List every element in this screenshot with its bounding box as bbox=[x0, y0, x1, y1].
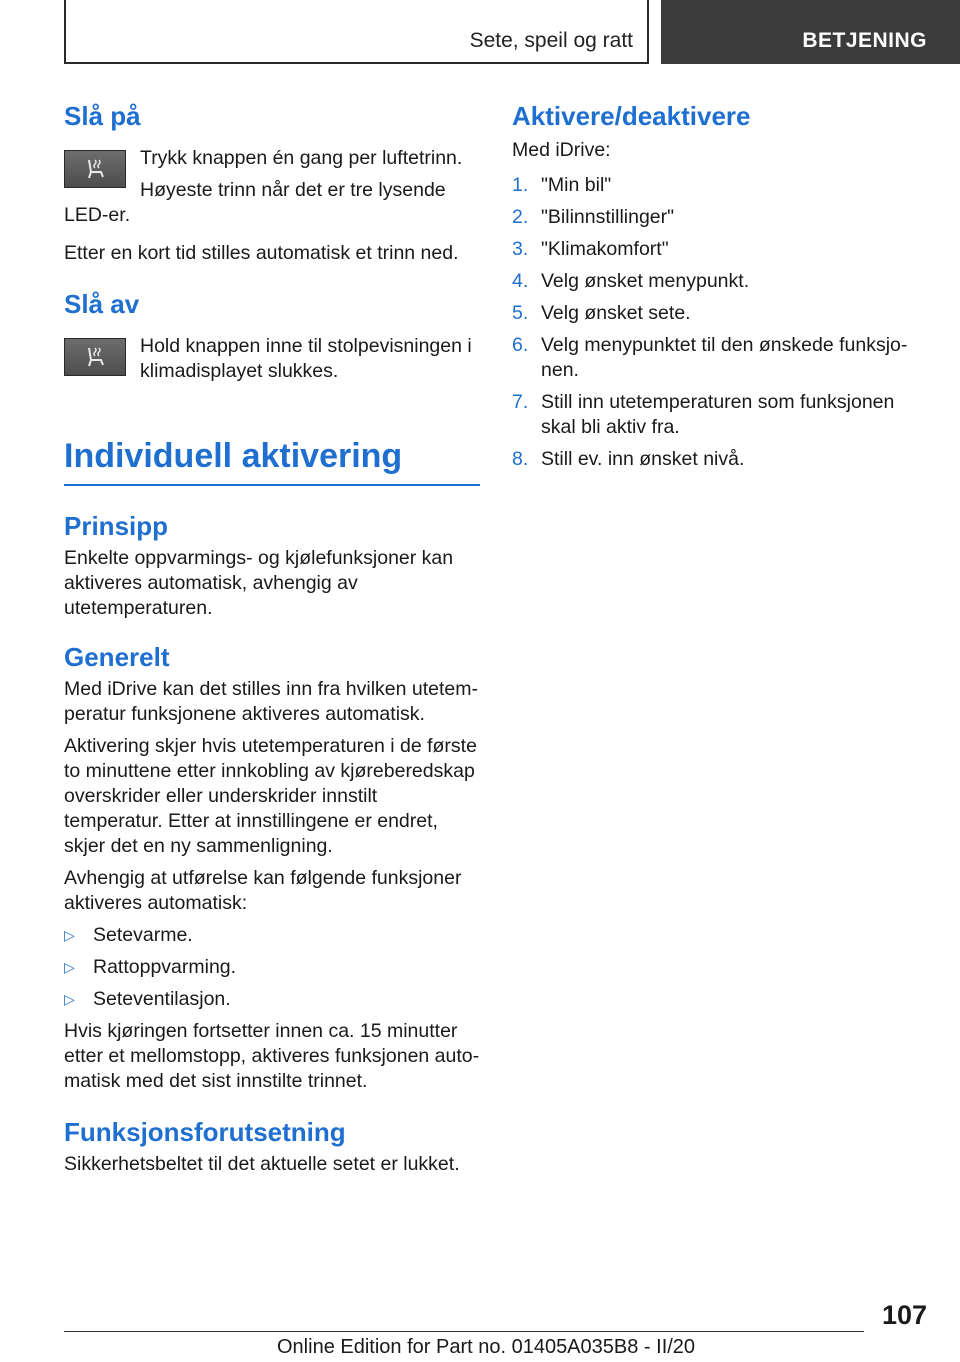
list-item: 6. Velg menypunktet til den ønskede funksjonen. bbox=[512, 334, 908, 381]
header-section-title: Sete, speil og ratt bbox=[469, 29, 633, 52]
header-section-box bbox=[64, 0, 649, 64]
bullet-triangle-icon: ▷ bbox=[64, 991, 75, 1007]
list-item: ▷ Seteventilasjon. bbox=[64, 988, 231, 1010]
heading-prerequisite: Funksjonsforutsetning bbox=[64, 1117, 346, 1147]
heading-activate-deactivate: Aktivere/deaktivere bbox=[512, 101, 751, 131]
list-item: 1. "Min bil" bbox=[512, 174, 612, 196]
turn-on-block bbox=[64, 146, 480, 228]
general-paragraph-2: Aktivering skjer hvis utetemperaturen i de første to minuttene etter innkobling av kjøreberedskap overskrider eller underskrider innstilt temperatur. Etter at innstillingene er endret, skjer det en ny sammenligning. bbox=[64, 735, 477, 857]
list-item: 5. Velg ønsket sete. bbox=[512, 302, 691, 324]
seat-ventilation-button-icon bbox=[64, 338, 126, 376]
page-number: 107 bbox=[881, 1300, 927, 1330]
bullet-triangle-icon: ▷ bbox=[64, 927, 75, 943]
principle-text: Enkelte oppvarmings- og kjølefunksjoner kan aktiveres automatisk, avhengig av utetemperaturen. bbox=[64, 547, 454, 619]
turn-on-instruction: Trykk knappen én gang per luftetrinn. bbox=[140, 147, 463, 169]
heading-turn-off: Slå av bbox=[64, 289, 140, 319]
header-chapter-title: BETJENING bbox=[802, 29, 927, 52]
heading-turn-on: Slå på bbox=[64, 101, 141, 131]
right-column bbox=[512, 100, 932, 479]
list-item: 8. Still ev. inn ønsket nivå. bbox=[512, 448, 745, 470]
header-chapter-box bbox=[661, 0, 960, 64]
seat-ventilation-button-icon bbox=[64, 150, 126, 188]
footer-edition: Online Edition for Part no. 01405A035B8 - II/20 bbox=[277, 1336, 696, 1358]
list-item: 7. Still inn utetemperaturen som funksjonen skal bli aktiv fra. bbox=[512, 391, 895, 438]
left-column bbox=[64, 100, 480, 1177]
list-item: ▷ Setevarme. bbox=[64, 924, 193, 946]
heading-general: Generelt bbox=[64, 642, 170, 672]
bullet-triangle-icon: ▷ bbox=[64, 959, 75, 975]
heading-individual-activation: Individuell aktivering bbox=[64, 434, 480, 486]
heading-principle: Prinsipp bbox=[64, 511, 169, 541]
turn-on-after-text: Etter en kort tid stilles automatisk et trinn ned. bbox=[64, 242, 459, 264]
function-list bbox=[64, 923, 480, 1012]
general-paragraph-4: Hvis kjøringen fortsetter innen ca. 15 minutter etter et mellomstopp, aktiveres funksjonen automatisk med det sist innstilte trinnet. bbox=[64, 1020, 480, 1092]
turn-on-detail: Høyeste trinn når det er tre lysende LED-er. bbox=[64, 179, 446, 226]
general-paragraph-3: Avhengig at utførelse kan følgende funksjoner aktiveres automatisk: bbox=[64, 867, 462, 914]
turn-off-block bbox=[64, 334, 480, 384]
list-item: 4. Velg ønsket menypunkt. bbox=[512, 270, 750, 292]
list-item: ▷ Rattoppvarming. bbox=[64, 956, 237, 978]
steps-list bbox=[512, 173, 932, 472]
general-paragraph-1: Med iDrive kan det stilles inn fra hvilken utetemperatur funksjonene aktiveres automatisk. bbox=[64, 678, 479, 725]
list-item: 3. "Klimakomfort" bbox=[512, 238, 669, 260]
prerequisite-text: Sikkerhetsbeltet til det aktuelle setet er lukket. bbox=[64, 1153, 460, 1175]
footer-divider bbox=[64, 1331, 864, 1332]
idrive-intro: Med iDrive: bbox=[512, 139, 611, 161]
turn-off-instruction: Hold knappen inne til stolpevisningen i klimadisplayet slukkes. bbox=[140, 335, 472, 382]
list-item: 2. "Bilinnstillinger" bbox=[512, 206, 675, 228]
